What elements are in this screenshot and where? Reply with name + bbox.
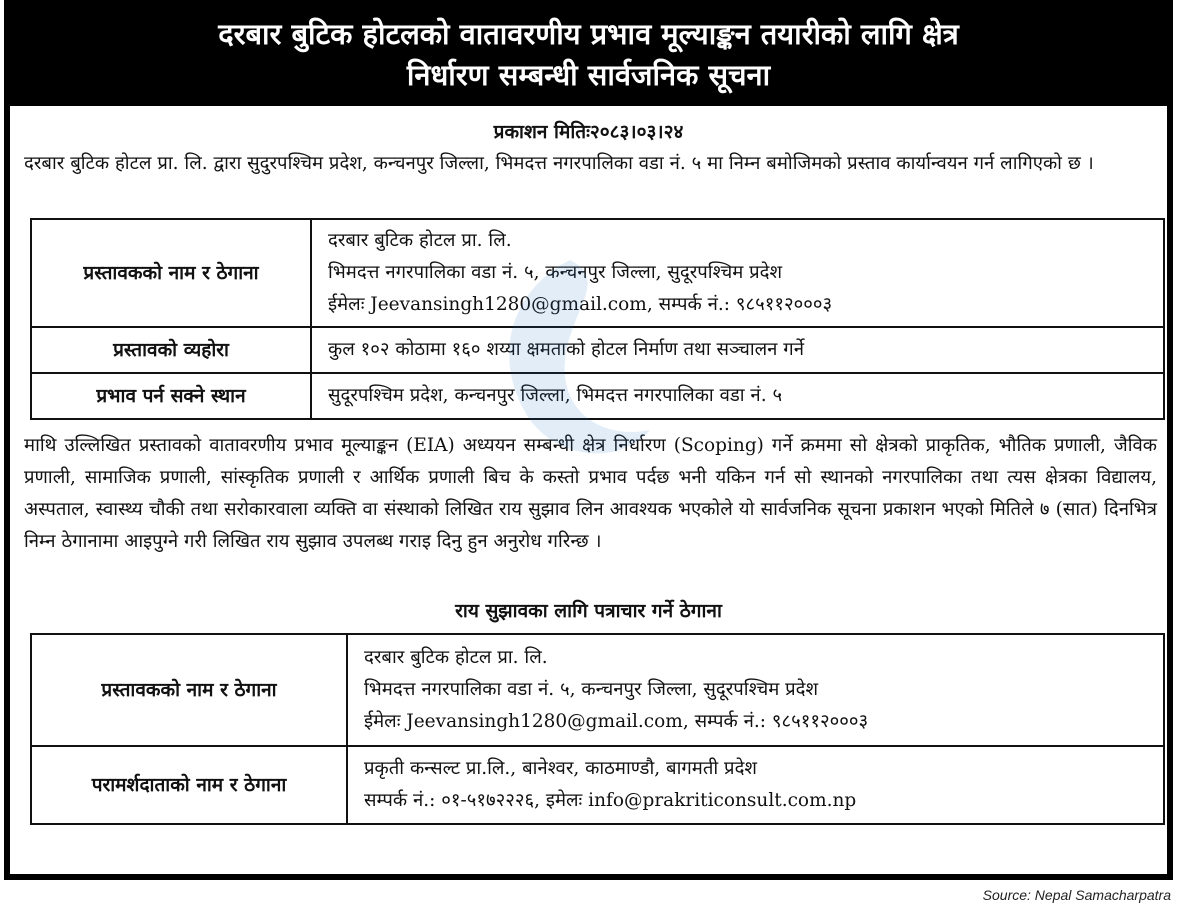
correspondence-table <box>30 633 1165 825</box>
table-row <box>31 327 1164 373</box>
value-line: सम्पर्क नं.: ०१-५१७२२२६, इमेलः info@prakriticonsult.com.np <box>364 790 857 811</box>
body-paragraph: माथि उल्लिखित प्रस्तावको वातावरणीय प्रभाव मूल्याङ्कन (EIA) अध्ययन सम्बन्धी क्षेत्र निर्धारण (Scoping) गर्ने क्रममा सो क्षेत्रको प्राकृतिक, भौतिक प्रणाली, जैविक प्रणाली, सामाजिक प्रणाली, सांस्कृतिक प्रणाली र आर्थिक प्रणाली बिच के कस्तो प्रभाव पर्दछ भनी यकिन गर्न सो स्थानको नगरपालिका तथा त्यस क्षेत्रका विद्यालय, अस्पताल, स्वास्थ्य चौकी तथा सरोकारवाला व्यक्ति वा संस्थाको लिखित राय सुझाव लिन आवश्यक भएकोले यो सार्वजनिक सूचना प्रकाशन भएको मितिले ७ (सात) दिनभित्र निम्न ठेगानामा आइपुग्ने गरी लिखित राय सुझाव उपलब्ध गराइ दिनु हुन अनुरोध गरिन्छ । <box>24 435 1157 552</box>
intro-paragraph: दरबार बुटिक होटल प्रा. लि. द्वारा सुदुरपश्चिम प्रदेश, कन्चनपुर जिल्ला, भिमदत्त नगरपालिका वडा नं. ५ मा निम्न बमोजिमको प्रस्ताव कार्यान्वयन गर्न लागिएको छ । <box>24 153 1094 174</box>
row-label: प्रस्तावकको नाम र ठेगाना <box>31 634 347 746</box>
row-label: प्रभाव पर्न सक्ने स्थान <box>31 373 311 419</box>
header-title-line2: निर्धारण सम्बन्धी सार्वजनिक सूचना <box>406 58 771 92</box>
publication-date: प्रकाशन मितिः२०८३।०३।२४ <box>493 121 684 143</box>
value-line: भिमदत्त नगरपालिका वडा नं. ५, कन्चनपुर जिल्ला, सुदूरपश्चिम प्रदेश <box>364 679 819 700</box>
row-value <box>311 219 1164 327</box>
row-label: परामर्शदाताको नाम र ठेगाना <box>31 746 347 824</box>
table-row <box>31 373 1164 419</box>
source-credit: Source: Nepal Samacharpatra <box>982 887 1171 903</box>
row-value <box>311 373 1164 419</box>
table-row <box>31 219 1164 327</box>
value-line: ईमेलः Jeevansingh1280@gmail.com, सम्पर्क नं.: ९८५११२०००३ <box>364 711 869 732</box>
header-title-line1: दरबार बुटिक होटलको वातावरणीय प्रभाव मूल्याङ्कन तयारीको लागि क्षेत्र <box>218 17 959 51</box>
value-line: प्रकृती कन्सल्ट प्रा.लि., बानेश्वर, काठमाण्डौ, बागमती प्रदेश <box>364 758 757 779</box>
row-label: प्रस्तावकको नाम र ठेगाना <box>31 219 311 327</box>
row-label: प्रस्तावको व्यहोरा <box>31 327 311 373</box>
correspondence-heading: राय सुझावका लागि पत्राचार गर्ने ठेगाना <box>455 600 722 622</box>
value-line: भिमदत्त नगरपालिका वडा नं. ५, कन्चनपुर जिल्ला, सुदूरपश्चिम प्रदेश <box>328 262 783 283</box>
row-value <box>347 634 1164 746</box>
value-line: दरबार बुटिक होटल प्रा. लि. <box>328 230 512 251</box>
notice-header <box>10 6 1167 106</box>
proposal-table <box>30 218 1165 420</box>
table-row <box>31 746 1164 824</box>
value-line: दरबार बुटिक होटल प्रा. लि. <box>364 647 548 668</box>
value-line: कुल १०२ कोठामा १६० शय्या क्षमताको होटल निर्माण तथा सञ्चालन गर्ने <box>328 339 804 360</box>
table-row <box>31 634 1164 746</box>
value-line: सुदूरपश्चिम प्रदेश, कन्चनपुर जिल्ला, भिमदत्त नगरपालिका वडा नं. ५ <box>328 385 783 406</box>
row-value <box>311 327 1164 373</box>
notice-frame <box>4 0 1173 880</box>
row-value <box>347 746 1164 824</box>
value-line: ईमेलः Jeevansingh1280@gmail.com, सम्पर्क नं.: ९८५११२०००३ <box>328 294 833 315</box>
